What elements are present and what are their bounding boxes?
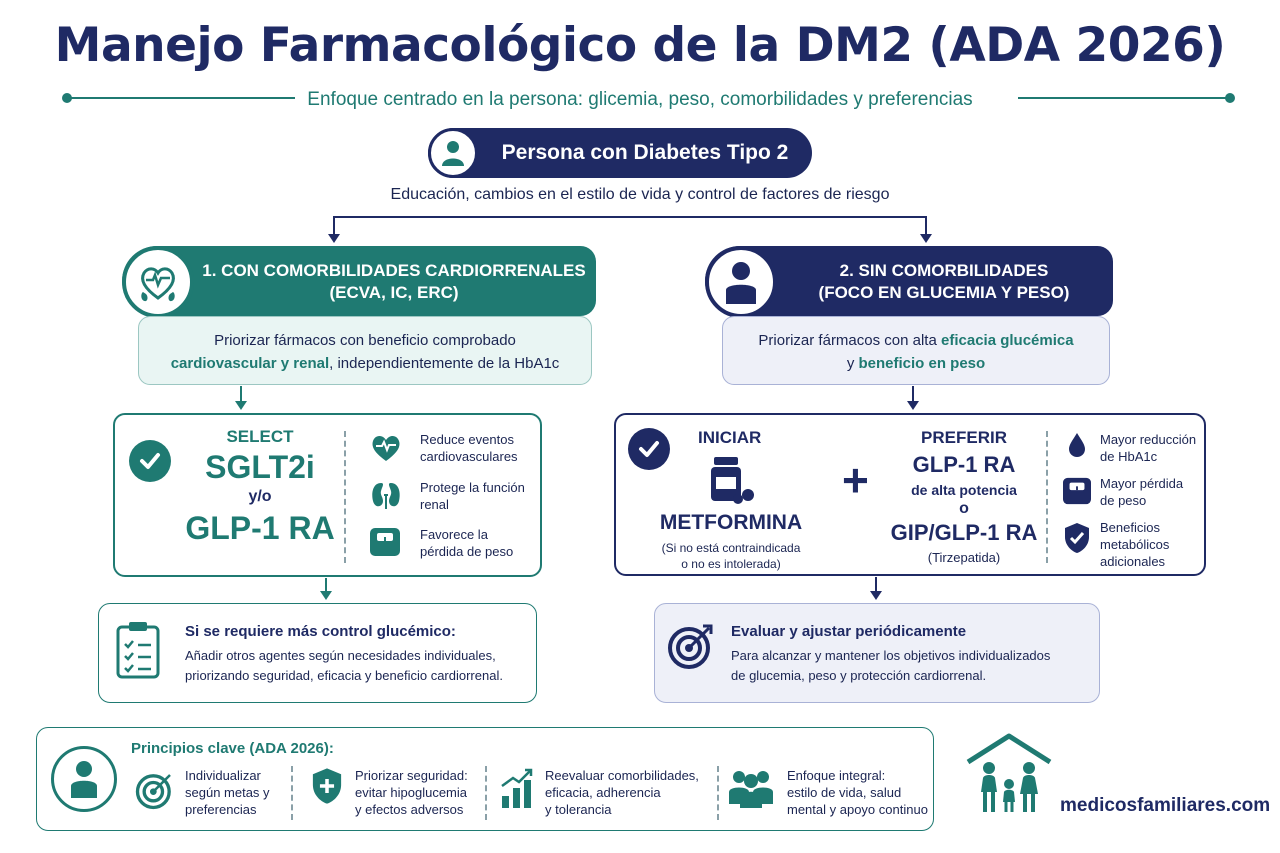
principle-divider	[291, 766, 293, 820]
target-icon	[135, 770, 175, 815]
more-control-line2: priorizando seguridad, eficacia y beneficio cardiorrenal.	[185, 668, 503, 683]
left-divider	[344, 431, 346, 563]
drug-sglt2i: SGLT2i	[205, 449, 315, 485]
plus-sign: +	[842, 454, 869, 506]
select-label: SELECT	[226, 427, 294, 446]
shield-check-icon	[1062, 521, 1092, 560]
more-control-title: Si se requiere más control glucémico:	[185, 623, 456, 640]
evaluate-title: Evaluar y ajustar periódicamente	[731, 623, 967, 640]
cardio-renal-icon	[122, 246, 194, 318]
growth-chart-icon	[499, 766, 535, 815]
principles-title: Principios clave (ADA 2026):	[131, 740, 334, 757]
right-priority-rest2: y	[846, 355, 859, 372]
page-subtitle: Enfoque centrado en la persona: glicemia, peso, comorbilidades y preferencias	[307, 89, 973, 110]
person-label: Persona con Diabetes Tipo 2	[501, 141, 789, 164]
more-control-box	[98, 603, 537, 703]
scale-icon	[1062, 477, 1092, 510]
principle-divider	[717, 766, 719, 820]
drop-icon	[1066, 431, 1088, 464]
left-benefit-3: Favorece la pérdida de peso	[420, 527, 514, 559]
left-arrow2	[320, 591, 332, 600]
brand-text[interactable]: medicosfamiliares.com	[1060, 795, 1271, 816]
principle-1: Individualizar según metas y preferencias	[185, 768, 270, 817]
more-control-line1: Añadir otros agentes según necesidades individuales,	[185, 648, 496, 663]
heart-icon	[369, 431, 403, 468]
check-icon	[628, 428, 670, 470]
principle-divider	[485, 766, 487, 820]
left-priority-rest: , independientemente de la HbA1c	[329, 355, 560, 372]
principle-3: Reevaluar comorbilidades, eficacia, adherencia y tolerancia	[545, 768, 699, 817]
person-icon	[51, 746, 117, 812]
checklist-icon	[115, 620, 161, 685]
divider-dot-right	[1225, 93, 1235, 103]
left-benefit-1: Reduce eventos cardiovasculares	[420, 432, 518, 464]
family-house-icon	[962, 732, 1056, 821]
prefer-note: (Tirzepatida)	[927, 550, 1001, 565]
drug-gip-glp1ra: GIP/GLP-1 RA	[890, 520, 1038, 545]
pill-bottle-icon	[708, 455, 758, 510]
divider-right	[1018, 97, 1226, 99]
person-icon	[428, 128, 478, 178]
right-priority-bold1: eficacia glucémica	[941, 332, 1074, 349]
branch-left-arrow	[328, 234, 340, 243]
right-benefit-3: Beneficios metabólicos adicionales	[1100, 520, 1170, 569]
person-subtext: Educación, cambios en el estilo de vida y control de factores de riesgo	[390, 186, 890, 203]
principle-4: Enfoque integral: estilo de vida, salud mental y apoyo continuo	[787, 768, 928, 817]
prefer-label: PREFERIR	[921, 428, 1007, 447]
start-note2: o no es intolerada)	[681, 557, 781, 571]
branch-left-line	[333, 216, 335, 236]
principles-box	[36, 727, 934, 831]
branch-right-arrow	[920, 234, 932, 243]
page-title: Manejo Farmacológico de la DM2 (ADA 2026)	[54, 18, 1226, 73]
branch-line	[333, 216, 927, 218]
right-priority-bold2: beneficio en peso	[858, 355, 986, 372]
principle-2: Priorizar seguridad: evitar hipoglucemia y efectos adversos	[355, 768, 468, 817]
right-benefit-1: Mayor reducción de HbA1c	[1100, 432, 1197, 464]
branch-right-line	[925, 216, 927, 236]
left-priority-bold: cardiovascular y renal	[170, 355, 330, 372]
right-priority-rest1: Priorizar fármacos con alta	[758, 332, 941, 349]
evaluate-line1: Para alcanzar y mantener los objetivos individualizados	[731, 648, 1051, 663]
left-arrow1-line	[240, 386, 242, 402]
right-benefit-2: Mayor pérdida de peso	[1100, 476, 1184, 508]
right-divider	[1046, 431, 1048, 563]
left-header-subtitle: (ECVA, IC, ERC)	[329, 283, 459, 302]
drug-metformina: METFORMINA	[659, 511, 803, 534]
evaluate-box	[654, 603, 1100, 703]
right-arrow1-line	[912, 386, 914, 402]
drug-connector: y/o	[248, 488, 272, 505]
right-priority-box	[722, 316, 1110, 385]
target-icon	[667, 622, 715, 675]
shield-plus-icon	[309, 766, 345, 811]
left-drug-box	[113, 413, 542, 577]
start-note1: (Si no está contraindicada	[661, 541, 801, 555]
check-icon	[129, 440, 171, 482]
team-icon	[727, 768, 775, 813]
person-pill	[428, 128, 812, 178]
kidney-icon	[369, 479, 403, 516]
drug-glp1ra: GLP-1 RA	[185, 510, 335, 546]
right-arrow1	[907, 401, 919, 410]
user-icon	[705, 246, 777, 318]
scale-icon	[369, 527, 401, 562]
left-priority-box	[138, 316, 592, 385]
left-benefit-2: Protege la función renal	[420, 480, 525, 512]
start-label: INICIAR	[698, 428, 762, 447]
left-header-title: 1. CON COMORBILIDADES CARDIORRENALES	[202, 261, 586, 280]
drug-glp1ra-high: GLP-1 RA	[912, 452, 1016, 477]
prefer-desc: de alta potencia	[911, 482, 1017, 498]
right-arrow2-line	[875, 577, 877, 592]
evaluate-line2: de glucemia, peso y protección cardiorrenal.	[731, 668, 987, 683]
left-priority-line1: Priorizar fármacos con beneficio comprobado	[214, 332, 516, 349]
left-arrow1	[235, 401, 247, 410]
left-arrow2-line	[325, 578, 327, 592]
right-arrow2	[870, 591, 882, 600]
right-header-title: 2. SIN COMORBILIDADES	[839, 261, 1049, 280]
right-header-subtitle: (FOCO EN GLUCEMIA Y PESO)	[818, 283, 1070, 302]
prefer-or: o	[959, 500, 969, 517]
right-drug-box	[614, 413, 1206, 576]
